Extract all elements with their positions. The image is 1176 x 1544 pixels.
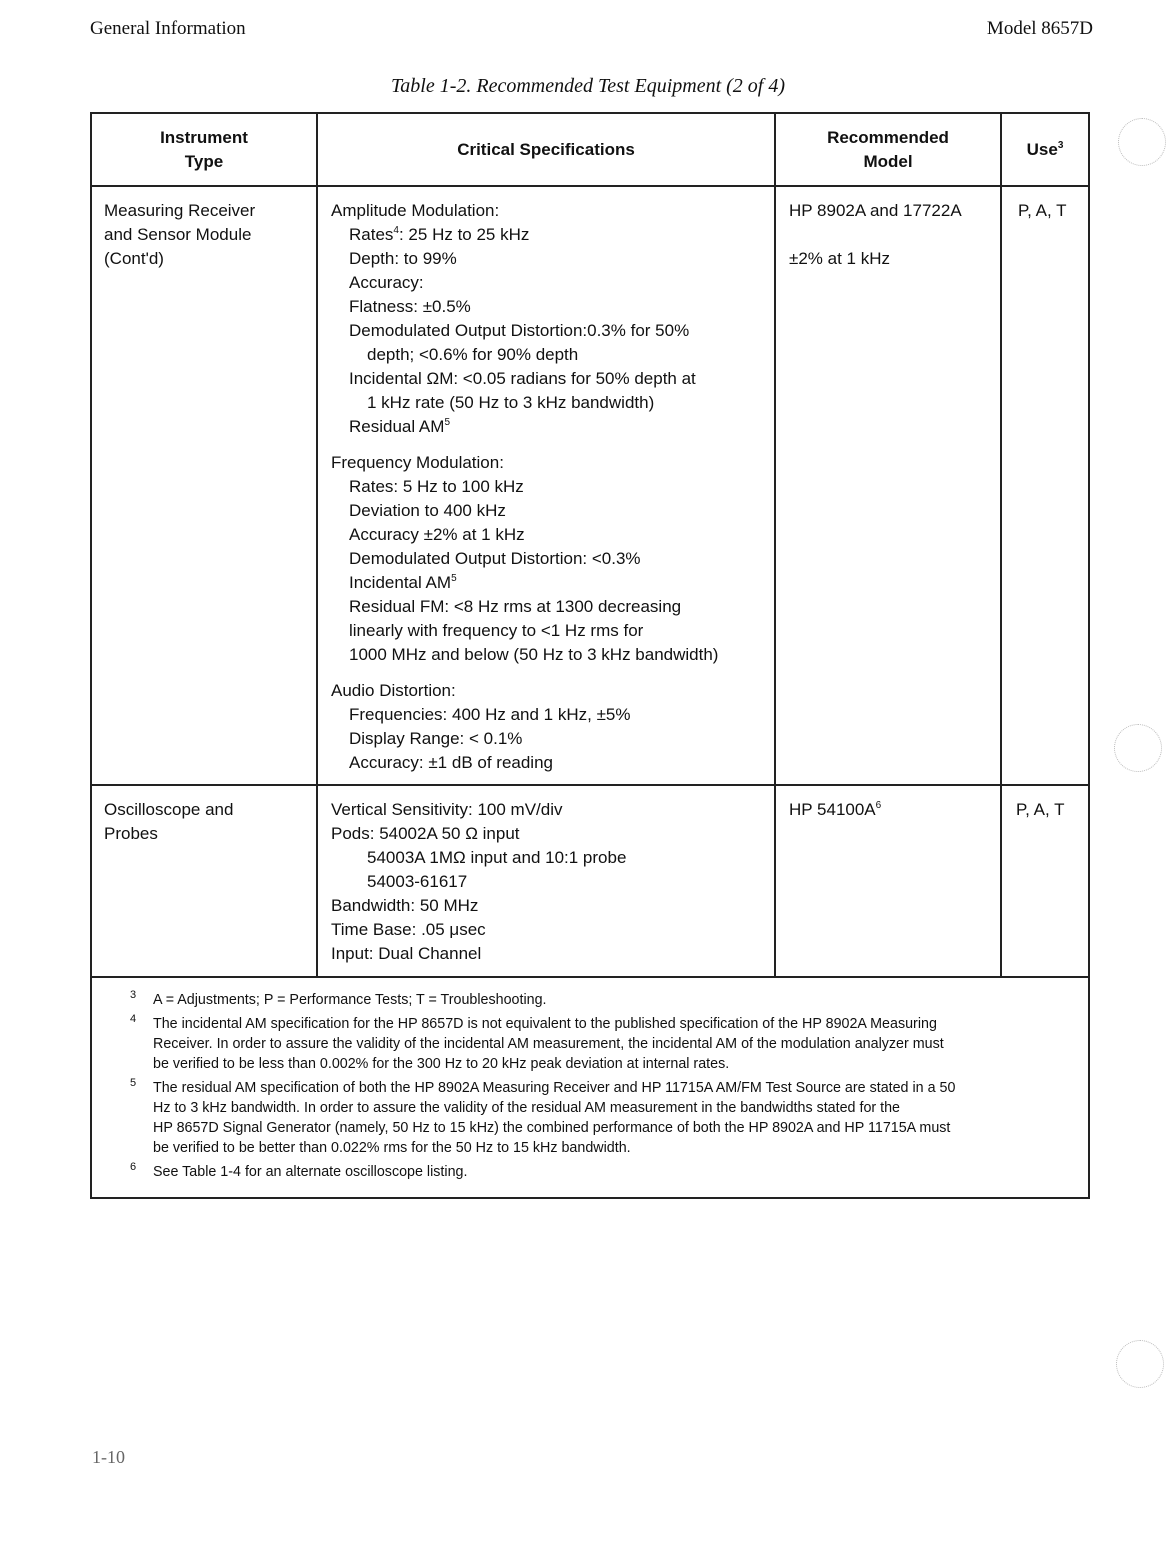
table-title: Table 1-2. Recommended Test Equipment (2 of 4) [390, 75, 786, 97]
model-line [789, 798, 881, 822]
spec-line: Input: Dual Channel [331, 944, 482, 963]
footnote-number: 6 [130, 1161, 137, 1173]
footnote-number: 5 [130, 1077, 137, 1089]
column-header-recommended-model [776, 114, 1000, 185]
header-line: Instrument [160, 127, 248, 147]
use-value: P, A, T [1016, 800, 1065, 819]
row-2-use [1016, 798, 1065, 822]
spec-line: 54003-61617 [367, 872, 468, 891]
spec-line: Accuracy: [349, 273, 424, 292]
header-line: Model [863, 151, 913, 171]
spec-group-title: Audio Distortion: [331, 681, 456, 700]
spec-line: Demodulated Output Distortion: <0.3% [349, 549, 641, 568]
model-line: ±2% at 1 kHz [789, 249, 890, 268]
column-header-critical-specifications [318, 114, 774, 185]
row-2-model [789, 798, 881, 822]
header-line: Recommended [827, 127, 949, 147]
footnote-3 [130, 990, 1090, 1010]
spec-line [331, 571, 718, 595]
spec-line: 1000 MHz and below (50 Hz to 3 kHz bandwidth) [349, 645, 719, 664]
spec-line: linearly with frequency to <1 Hz rms for [349, 621, 644, 640]
footnote-line: HP 8657D Signal Generator (namely, 50 Hz to 15 kHz) the combined performance of both the HP 8902A and HP 11715A must [153, 1120, 951, 1136]
footnote-4 [130, 1014, 1090, 1074]
spec-line: Accuracy ±2% at 1 kHz [349, 525, 525, 544]
footnote-ref: 6 [875, 800, 882, 811]
spec-line: Bandwidth: 50 MHz [331, 896, 479, 915]
footnote-number: 3 [130, 989, 137, 1001]
column-divider [774, 112, 776, 978]
spec-line: Depth: to 99% [349, 249, 457, 268]
spec-line: Vertical Sensitivity: 100 mV/div [331, 800, 563, 819]
column-divider [1000, 112, 1002, 978]
header-line: Type [184, 151, 224, 171]
instrument-line: Probes [104, 824, 158, 843]
spec-text: Rates [349, 225, 394, 244]
footnote-ref: 3 [1057, 139, 1064, 151]
instrument-line: (Cont'd) [104, 249, 164, 268]
row-1-instrument [104, 199, 255, 271]
spec-line: 1 kHz rate (50 Hz to 3 kHz bandwidth) [367, 393, 655, 412]
punch-hole [1118, 118, 1166, 166]
punch-hole [1114, 724, 1162, 772]
footnote-line: Receiver. In order to assure the validity of the incidental AM measurement, the incidental AM of the modulation analyzer must [153, 1036, 944, 1052]
row-1-model [789, 199, 962, 271]
spec-line: Accuracy: ±1 dB of reading [349, 753, 553, 772]
instrument-line: Measuring Receiver [104, 201, 256, 220]
spec-line: Flatness: ±0.5% [349, 297, 471, 316]
page-number: 1-10 [92, 1447, 125, 1467]
spec-line: Time Base: .05 μsec [331, 920, 486, 939]
row-1-use [1018, 199, 1067, 223]
spec-line: Incidental ΩM: <0.05 radians for 50% depth at [349, 369, 696, 388]
footnote-number: 4 [130, 1013, 137, 1025]
footnote-ref: 5 [444, 417, 450, 428]
spec-group-title: Frequency Modulation: [331, 453, 504, 472]
footnote-6 [130, 1162, 1090, 1182]
footnote-line: A = Adjustments; P = Performance Tests; T = Troubleshooting. [153, 992, 547, 1008]
spec-line: depth; <0.6% for 90% depth [367, 345, 579, 364]
spec-text: Residual AM [349, 417, 445, 436]
notes-rule [90, 976, 1090, 978]
footnote-ref: 5 [451, 573, 457, 584]
spec-text: Incidental AM [349, 573, 452, 592]
footnote-line: The residual AM specification of both the HP 8902A Measuring Receiver and HP 11715A AM/FM Test Source are stated in a 50 [153, 1080, 956, 1096]
row-rule [90, 784, 1090, 786]
footnote-5 [130, 1078, 1090, 1158]
spec-line: Pods: 54002A 50 Ω input [331, 824, 520, 843]
spec-line: Rates: 5 Hz to 100 kHz [349, 477, 524, 496]
header-rule [90, 185, 1090, 187]
spec-line: Display Range: < 0.1% [349, 729, 523, 748]
column-header-use [1002, 114, 1088, 185]
row-2-specifications [331, 798, 626, 966]
spec-group-title: Amplitude Modulation: [331, 201, 500, 220]
footnote-line: The incidental AM specification for the HP 8657D is not equivalent to the published specification of the HP 8902A Measuring [153, 1016, 937, 1032]
spec-text: : 25 Hz to 25 kHz [398, 225, 530, 244]
footnote-line: Hz to 3 kHz bandwidth. In order to assure the validity of the residual AM measurement in the bandwidths stated for the [153, 1100, 901, 1116]
page-header-model: Model 8657D [986, 18, 1093, 39]
page-header-section: General Information [90, 18, 246, 39]
spec-line: Frequencies: 400 Hz and 1 kHz, ±5% [349, 705, 631, 724]
footnotes [130, 990, 1090, 1186]
model-line: HP 8902A and 17722A [789, 201, 962, 220]
spec-line [331, 415, 718, 439]
spec-line: Deviation to 400 kHz [349, 501, 506, 520]
row-1-specifications [331, 199, 718, 775]
model-text: HP 54100A [789, 800, 876, 819]
header-line: Critical Specifications [457, 139, 635, 159]
column-divider [316, 112, 318, 978]
spec-line: 54003A 1MΩ input and 10:1 probe [367, 848, 627, 867]
instrument-line: and Sensor Module [104, 225, 252, 244]
spec-line: Demodulated Output Distortion:0.3% for 50% [349, 321, 690, 340]
footnote-ref: 4 [393, 225, 399, 236]
spec-line: Residual FM: <8 Hz rms at 1300 decreasing [349, 597, 682, 616]
instrument-line: Oscilloscope and [104, 800, 234, 819]
footnote-line: be verified to be less than 0.002% for the 300 Hz to 20 kHz peak deviation at internal rates. [153, 1056, 730, 1072]
row-2-instrument [104, 798, 233, 846]
spec-line [331, 223, 718, 247]
header-line: Use [1026, 139, 1058, 159]
footnote-line: be verified to be better than 0.022% rms for the 50 Hz to 15 kHz bandwidth. [153, 1140, 631, 1156]
footnote-line: See Table 1-4 for an alternate oscilloscope listing. [153, 1164, 468, 1180]
use-value: P, A, T [1018, 201, 1067, 220]
column-header-instrument-type [92, 114, 316, 185]
punch-hole [1116, 1340, 1164, 1388]
